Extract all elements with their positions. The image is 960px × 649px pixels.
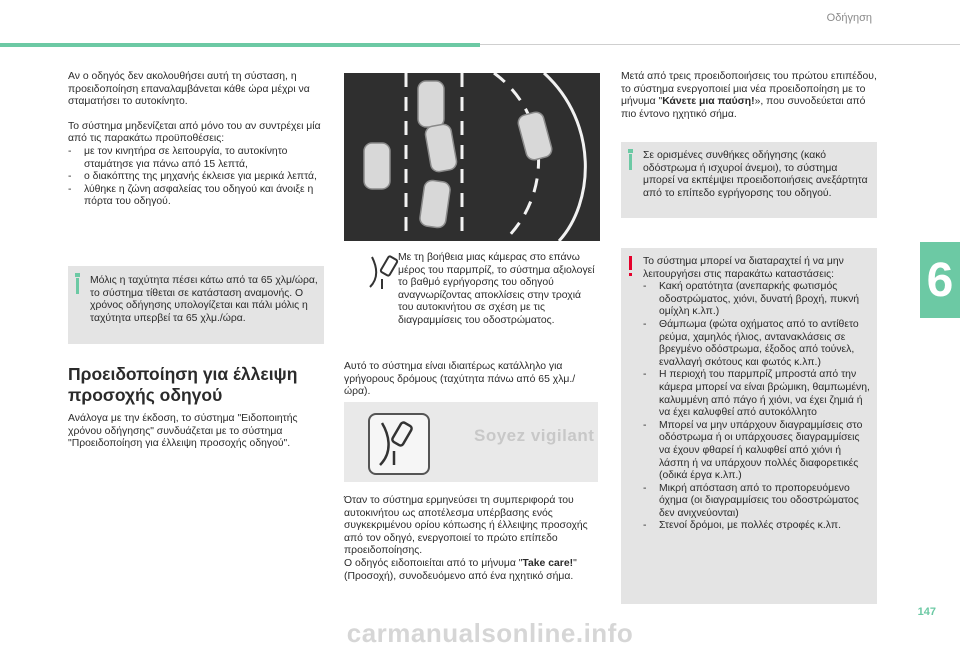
info-note-text: Μόλις η ταχύτητα πέσει κάτω από τα 65 χλμ/ώρα, το σύστημα τίθεται σε κατάσταση αναμονής. Ο χρόνος οδήγησης υπολογίζεται και πάλι μόλις η ταχύτητα υπερβεί τα 65 χλμ./ώρα. — [90, 275, 318, 324]
lane-departure-icon — [368, 413, 430, 475]
list-item: - Κακή ορατότητα (ανεπαρκής φωτισμός οδοστρώματος, χιόνι, δυνατή βροχή, πυκνή ομίχλη κ.λπ.) — [643, 281, 871, 319]
info-note-standby — [68, 266, 324, 344]
section-title: Οδήγηση — [826, 12, 872, 24]
info-icon — [629, 154, 632, 170]
warning-intro: Το σύστημα μπορεί να διαταραχτεί ή να μην λειτουργήσει στις παρακάτω καταστάσεις: — [643, 256, 844, 280]
paragraph-first-level: Όταν το σύστημα ερμηνεύσει τη συμπεριφορά του αυτοκινήτου ως αποτέλεσμα υπέρβασης ενός συγκεκριμένου ορίου κόπωσης ή έλλειψης προσοχής από τον οδηγό, ενεργοποιεί το πρώτο επίπεδο προειδοποίησης. — [344, 495, 588, 557]
text-fragment: Μετά από τρεις προειδοποιήσεις του πρώτου επιπέδου, το σύστημα ενεργοποιεί μια νέα προειδοποίηση με το μήνυμα " — [621, 71, 877, 108]
paragraph-suited-roads: Αυτό το σύστημα είναι ιδιαιτέρως κατάλληλο για γρήγορους δρόμους (ταχύτητα πάνω από 65 χλμ./ώρα). — [344, 361, 576, 398]
list-item: - ο διακόπτης της μηχανής έκλεισε για μερικά λεπτά, — [68, 171, 326, 184]
paragraph-second-level — [621, 71, 877, 121]
column-1 — [68, 71, 326, 209]
column-3 — [621, 71, 877, 121]
suited-roads — [344, 361, 600, 399]
reset-conditions-list — [68, 146, 326, 209]
column-1-lower — [68, 413, 326, 451]
paragraph-reset-intro: Το σύστημα μηδενίζεται από μόνο του αν συντρέχει μία από τις παρακάτω προϋποθέσεις: — [68, 120, 321, 145]
text-fragment: Ο οδηγός ειδοποιείται από το μήνυμα " — [344, 557, 523, 569]
chapter-tab: 6 — [920, 242, 960, 318]
list-item: - λύθηκε η ζώνη ασφαλείας του οδηγού και άνοιξε η πόρτα του οδηγού. — [68, 184, 326, 209]
paragraph-combined-systems: Ανάλογα με την έκδοση, το σύστημα "Ειδοποιητής χρόνου οδήγησης" συνδυάζεται με το σύστημα "Προειδοποίηση για έλλειψη προσοχής οδηγού". — [68, 413, 298, 450]
camera-paragraph: Με τη βοήθεια μιας κάμερας στο επάνω μέρος του παρμπρίζ, το σύστημα αξιολογεί το βαθμό εγρήγορσης του οδηγού αναγνωρίζοντας αποκλίσεις στην τροχιά του αυτοκινήτου σε σχέση με τις διαγραμμίσεις του οδοστρώματος. — [398, 252, 595, 326]
list-item: - Στενοί δρόμοι, με πολλές στροφές κ.λπ. — [643, 520, 871, 533]
display-message-text: Soyez vigilant — [474, 426, 595, 445]
warning-content — [643, 256, 871, 533]
road-lane-illustration — [344, 73, 600, 241]
header-rule — [480, 44, 960, 45]
paragraph-take-care — [344, 558, 600, 583]
header-accent-bar — [0, 43, 480, 47]
warning-icon — [629, 256, 632, 270]
list-item: - Μπορεί να μην υπάρχουν διαγραμμίσεις στο οδόστρωμα ή οι υπάρχουσες διαγραμμίσεις να έχουν φθαρεί ή καλυφθεί από χιόνι ή λάσπη ή να υπάρχουν πολλές διαφορετικές (οδικά έργα κ.λπ.) — [643, 420, 871, 483]
message-take-break: Κάνετε μια παύση! — [662, 96, 755, 108]
behavior-text — [344, 495, 600, 583]
info-note-conditions — [621, 142, 877, 218]
display-message-illustration — [344, 402, 598, 482]
road-lane-svg — [344, 73, 600, 241]
list-item: - Θάμπωμα (φώτα οχήματος από το αντίθετο ρεύμα, χαμηλός ήλιος, αντανακλάσεις σε βρεγμένο οδόστρωμα, έξοδος από τούνελ, εναλλαγή σκότους και φωτός κ.λπ.) — [643, 319, 871, 369]
paragraph-repeat-warning: Αν ο οδηγός δεν ακολουθήσει αυτή τη σύσταση, η προειδοποίηση επαναλαμβάνεται κάθε ώρα μέχρι να σταματήσει το αυτοκίνητο. — [68, 71, 310, 108]
warning-box — [621, 248, 877, 604]
text-fragment: " (Προσοχή), συνοδευόμενο από ένα ηχητικό σήμα. — [344, 557, 577, 582]
camera-description — [398, 252, 598, 328]
message-take-care: Take care! — [522, 557, 574, 569]
footer-watermark: carmanualsonline.info — [346, 618, 634, 648]
list-item: - Μικρή απόσταση από το προπορευόμενο όχημα (οι διαγραμμίσεις του οδοστρώματος δεν ανιχνεύονται) — [643, 483, 871, 521]
list-item: - με τον κινητήρα σε λειτουργία, το αυτοκίνητο σταμάτησε για πάνω από 15 λεπτά, — [68, 146, 326, 171]
text-fragment: », που συνοδεύεται από πιο έντονο ηχητικό σήμα. — [621, 96, 866, 120]
info-icon — [76, 278, 79, 294]
list-item: - Η περιοχή του παρμπρίζ μπροστά από την κάμερα μπορεί να είναι βρώμικη, θαμπωμένη, καλυμμένη από πάγο ή χιόνι, να έχει ζημιά ή να έχει καλυφθεί από αυτοκόλλητο — [643, 369, 871, 419]
section-heading: Προειδοποίηση για έλλειψη προσοχής οδηγού — [68, 364, 298, 405]
info-note-text: Σε ορισμένες συνθήκες οδήγησης (κακό οδόστρωμα ή ισχυροί άνεμοι), το σύστημα μπορεί να εκπέμψει προειδοποιήσεις ανεξάρτητα από το επίπεδο εγρήγορσης του οδηγού. — [643, 150, 868, 199]
warning-list — [643, 281, 871, 533]
page-number: 147 — [917, 606, 936, 618]
